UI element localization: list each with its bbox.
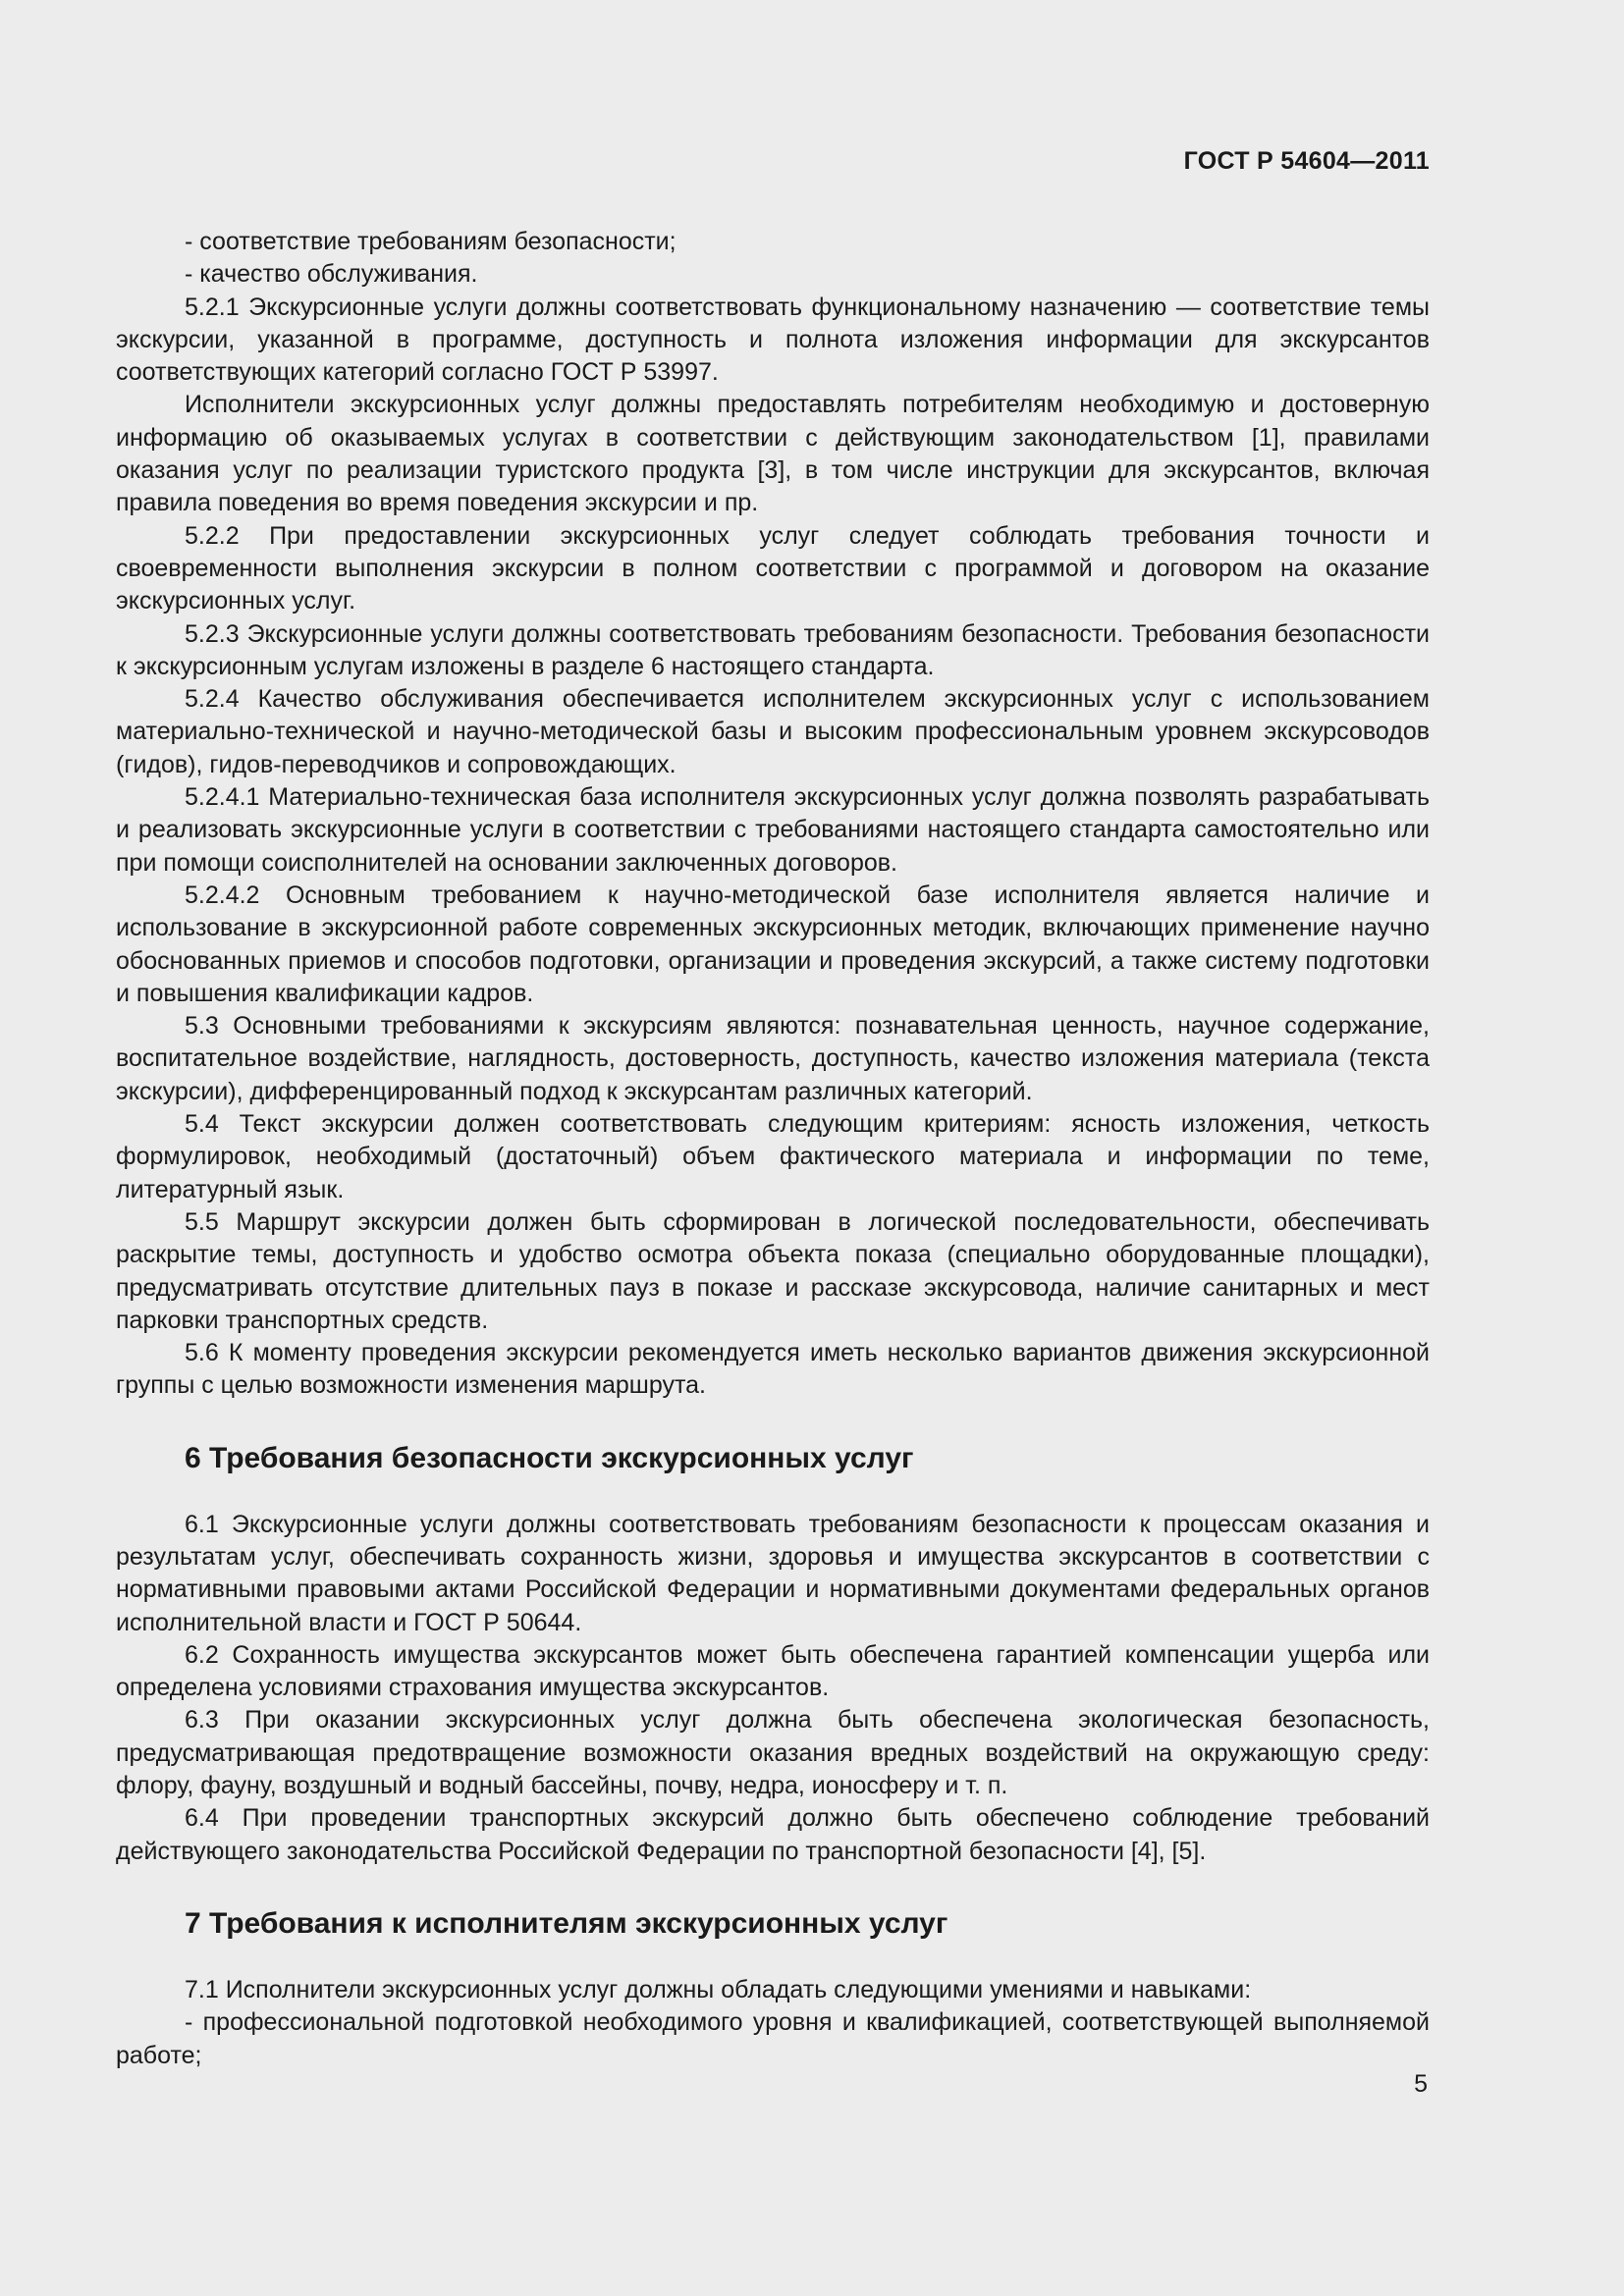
paragraph-7-1: 7.1 Исполнители экскурсионных услуг должны обладать следующими умениями и навыками: bbox=[185, 1975, 1252, 2003]
paragraph-5-6: 5.6 К моменту проведения экскурсии рекомендуется иметь несколько вариантов движения экскурсионной группы с целью возможности изменения маршрута. bbox=[116, 1339, 1430, 1400]
section-6-heading: 6 Требования безопасности экскурсионных услуг bbox=[185, 1441, 914, 1474]
paragraph-6-1: 6.1 Экскурсионные услуги должны соответствовать требованиям безопасности к процессам оказания и результатам услуг, обеспечивать сохранность жизни, здоровья и имущества экскурсантов в соответствии с нормативными правовыми актами Российской Федерации и нормативными документами федеральных органов исполнительной власти и ГОСТ Р 50644. bbox=[116, 1510, 1430, 1636]
paragraph-5-2-4-2: 5.2.4.2 Основным требованием к научно-методической базе исполнителя является наличие и использование в экскурсионной работе современных экскурсионных методик, включающих применение научно обоснованных приемов и способов подготовки, организации и проведения экскурсий, а также систему подготовки и повышения квалификации кадров. bbox=[116, 881, 1430, 1007]
document-body bbox=[116, 226, 1430, 2072]
paragraph-5-5: 5.5 Маршрут экскурсии должен быть сформирован в логической последовательности, обеспечивать раскрытие темы, доступность и удобство осмотра объекта показа (специально оборудованные площадки), предусматривать отсутствие длительных пауз в показе и рассказе экскурсовода, наличие санитарных и мест парковки транспортных средств. bbox=[116, 1207, 1430, 1334]
paragraph-5-4: 5.4 Текст экскурсии должен соответствовать следующим критериям: ясность изложения, четкость формулировок, необходимый (достаточный) объем фактического материала и информации по теме, литературный язык. bbox=[116, 1110, 1430, 1203]
document-code: ГОСТ Р 54604—2011 bbox=[1183, 147, 1430, 175]
paragraph-executors-info: Исполнители экскурсионных услуг должны предоставлять потребителям необходимую и достоверную информацию об оказываемых услугах в соответствии с действующим законодательством [1], правилами оказания услуг по реализации туристского продукта [3], в том числе инструкции для экскурсантов, включая правила поведения во время поведения экскурсии и пр. bbox=[116, 391, 1430, 517]
paragraph-5-3: 5.3 Основными требованиями к экскурсиям являются: познавательная ценность, научное содержание, воспитательное воздействие, наглядность, достоверность, доступность, качество изложения материала (текста экскурсии), дифференцированный подход к экскурсантам различных категорий. bbox=[116, 1012, 1430, 1105]
paragraph-6-3: 6.3 При оказании экскурсионных услуг должна быть обеспечена экологическая безопасность, предусматривающая предотвращение возможности оказания вредных воздействий на окружающую среду: флору, фауну, воздушный и водный бассейны, почву, недра, ионосферу и т. п. bbox=[116, 1706, 1430, 1800]
list-item: - соответствие требованиям безопасности; bbox=[185, 228, 677, 255]
section-7-heading: 7 Требования к исполнителям экскурсионных услуг bbox=[185, 1906, 948, 1940]
list-item: - профессиональной подготовкой необходимого уровня и квалификацией, соответствующей выполняемой работе; bbox=[116, 2008, 1430, 2069]
paragraph-6-4: 6.4 При проведении транспортных экскурсий должно быть обеспечено соблюдение требований действующего законодательства Российской Федерации по транспортной безопасности [4], [5]. bbox=[116, 1804, 1430, 1865]
paragraph-5-2-3: 5.2.3 Экскурсионные услуги должны соответствовать требованиям безопасности. Требования безопасности к экскурсионным услугам изложены в разделе 6 настоящего стандарта. bbox=[116, 619, 1430, 680]
paragraph-6-2: 6.2 Сохранность имущества экскурсантов может быть обеспечена гарантией компенсации ущерба или определена условиями страхования имущества экскурсантов. bbox=[116, 1640, 1430, 1702]
paragraph-5-2-4-1: 5.2.4.1 Материально-техническая база исполнителя экскурсионных услуг должна позволять разрабатывать и реализовать экскурсионные услуги в соответствии с требованиями настоящего стандарта самостоятельно или при помощи соисполнителей на основании заключенных договоров. bbox=[116, 783, 1430, 877]
page-number: 5 bbox=[1414, 2070, 1428, 2098]
paragraph-5-2-4: 5.2.4 Качество обслуживания обеспечивается исполнителем экскурсионных услуг с использованием материально-технической и научно-методической базы и высоким профессиональным уровнем экскурсоводов (гидов), гидов-переводчиков и сопровождающих. bbox=[116, 685, 1430, 778]
paragraph-5-2-1: 5.2.1 Экскурсионные услуги должны соответствовать функциональному назначению — соответствие темы экскурсии, указанной в программе, доступность и полнота изложения информации для экскурсантов соответствующих категорий согласно ГОСТ Р 53997. bbox=[116, 293, 1430, 387]
paragraph-5-2-2: 5.2.2 При предоставлении экскурсионных услуг следует соблюдать требования точности и своевременности выполнения экскурсии в полном соответствии с программой и договором на оказание экскурсионных услуг. bbox=[116, 521, 1430, 615]
list-item: - качество обслуживания. bbox=[185, 260, 478, 289]
